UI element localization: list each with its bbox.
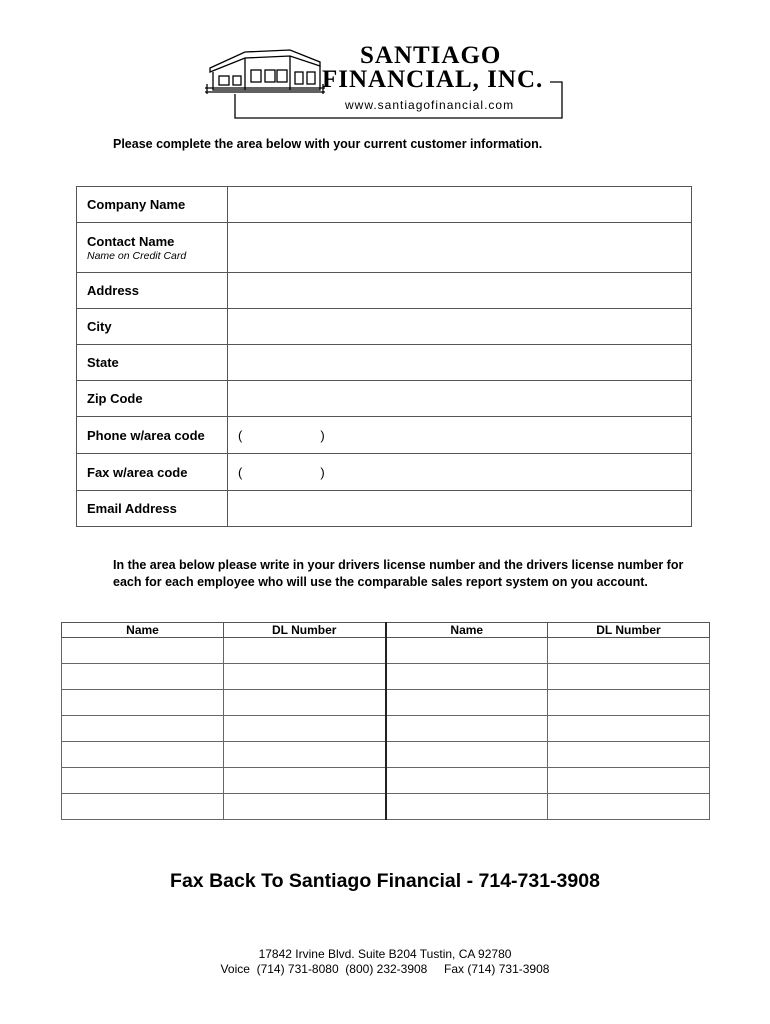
- dl-number-cell[interactable]: [224, 690, 386, 716]
- city-field[interactable]: [228, 309, 692, 345]
- dl-number-cell[interactable]: [548, 716, 710, 742]
- zip-code-field[interactable]: [228, 381, 692, 417]
- field-label: Fax w/area code: [77, 454, 228, 491]
- fax-field[interactable]: [228, 454, 692, 491]
- area-code-open: (: [238, 464, 243, 480]
- name-cell[interactable]: [386, 664, 548, 690]
- name-cell[interactable]: [386, 716, 548, 742]
- contact-name-sublabel: Name on Credit Card: [87, 249, 187, 262]
- intro-text: Please complete the area below with your current customer information.: [113, 137, 543, 151]
- table-row: [62, 716, 710, 742]
- name-cell[interactable]: [62, 794, 224, 820]
- name-cell[interactable]: [62, 664, 224, 690]
- field-label: [77, 223, 228, 273]
- name-cell[interactable]: [62, 768, 224, 794]
- field-label: Address: [77, 273, 228, 309]
- name-cell[interactable]: [386, 742, 548, 768]
- dl-number-cell[interactable]: [548, 742, 710, 768]
- dl-number-cell[interactable]: [548, 638, 710, 664]
- state-field[interactable]: [228, 345, 692, 381]
- name-cell[interactable]: [62, 742, 224, 768]
- table-row: [62, 690, 710, 716]
- field-label: City: [77, 309, 228, 345]
- dl-number-cell[interactable]: [224, 794, 386, 820]
- dl-instructions: In the area below please write in your drivers license number and the drivers license number for each for each employee who will use the comparable sales report system on you account.: [113, 558, 684, 589]
- drivers-license-table: [61, 622, 710, 820]
- row-company-name: [77, 187, 692, 223]
- table-row: [62, 768, 710, 794]
- dl-header-dl-number: DL Number: [224, 623, 386, 638]
- dl-number-cell[interactable]: [224, 768, 386, 794]
- contact-name-field[interactable]: [228, 223, 692, 273]
- name-cell[interactable]: [62, 716, 224, 742]
- dl-number-cell[interactable]: [548, 690, 710, 716]
- field-label: Phone w/area code: [77, 417, 228, 454]
- dl-header-name: Name: [62, 623, 224, 638]
- footer-address: 17842 Irvine Blvd. Suite B204 Tustin, CA 92780: [258, 947, 512, 961]
- dl-number-cell[interactable]: [224, 664, 386, 690]
- row-zip-code: [77, 381, 692, 417]
- fax-back-heading: Fax Back To Santiago Financial - 714-731-3908: [170, 870, 600, 892]
- field-label: Zip Code: [77, 381, 228, 417]
- dl-number-cell[interactable]: [548, 794, 710, 820]
- row-address: [77, 273, 692, 309]
- email-field[interactable]: [228, 491, 692, 527]
- name-cell[interactable]: [386, 768, 548, 794]
- area-code-close: ): [320, 427, 325, 443]
- name-cell[interactable]: [62, 690, 224, 716]
- row-contact-name: [77, 223, 692, 273]
- address-field[interactable]: [228, 273, 692, 309]
- table-row: [62, 638, 710, 664]
- phone-field[interactable]: [228, 417, 692, 454]
- table-row: [62, 742, 710, 768]
- dl-number-cell[interactable]: [548, 768, 710, 794]
- dl-header-name: Name: [386, 623, 548, 638]
- name-cell[interactable]: [386, 638, 548, 664]
- logo-title-line2: FINANCIAL, INC.: [322, 66, 544, 93]
- logo-url: www.santiagofinancial.com: [345, 98, 515, 112]
- field-label: Email Address: [77, 491, 228, 527]
- row-state: [77, 345, 692, 381]
- name-cell[interactable]: [62, 638, 224, 664]
- table-row: [62, 794, 710, 820]
- logo-title-line1: SANTIAGO: [360, 42, 502, 69]
- dl-number-cell[interactable]: [224, 742, 386, 768]
- dl-number-cell[interactable]: [224, 638, 386, 664]
- area-code-close: ): [320, 464, 325, 480]
- field-label: State: [77, 345, 228, 381]
- contact-name-label: Contact Name: [87, 233, 175, 249]
- field-label: Company Name: [77, 187, 228, 223]
- name-cell[interactable]: [386, 690, 548, 716]
- row-phone: [77, 417, 692, 454]
- footer-contacts: Voice (714) 731-8080 (800) 232-3908 Fax (714) 731-3908: [220, 962, 550, 976]
- dl-number-cell[interactable]: [548, 664, 710, 690]
- area-code-open: (: [238, 427, 243, 443]
- customer-info-table: [76, 186, 692, 527]
- dl-number-cell[interactable]: [224, 716, 386, 742]
- name-cell[interactable]: [386, 794, 548, 820]
- row-fax: [77, 454, 692, 491]
- dl-header-dl-number: DL Number: [548, 623, 710, 638]
- table-row: [62, 664, 710, 690]
- company-name-field[interactable]: [228, 187, 692, 223]
- row-city: [77, 309, 692, 345]
- row-email: [77, 491, 692, 527]
